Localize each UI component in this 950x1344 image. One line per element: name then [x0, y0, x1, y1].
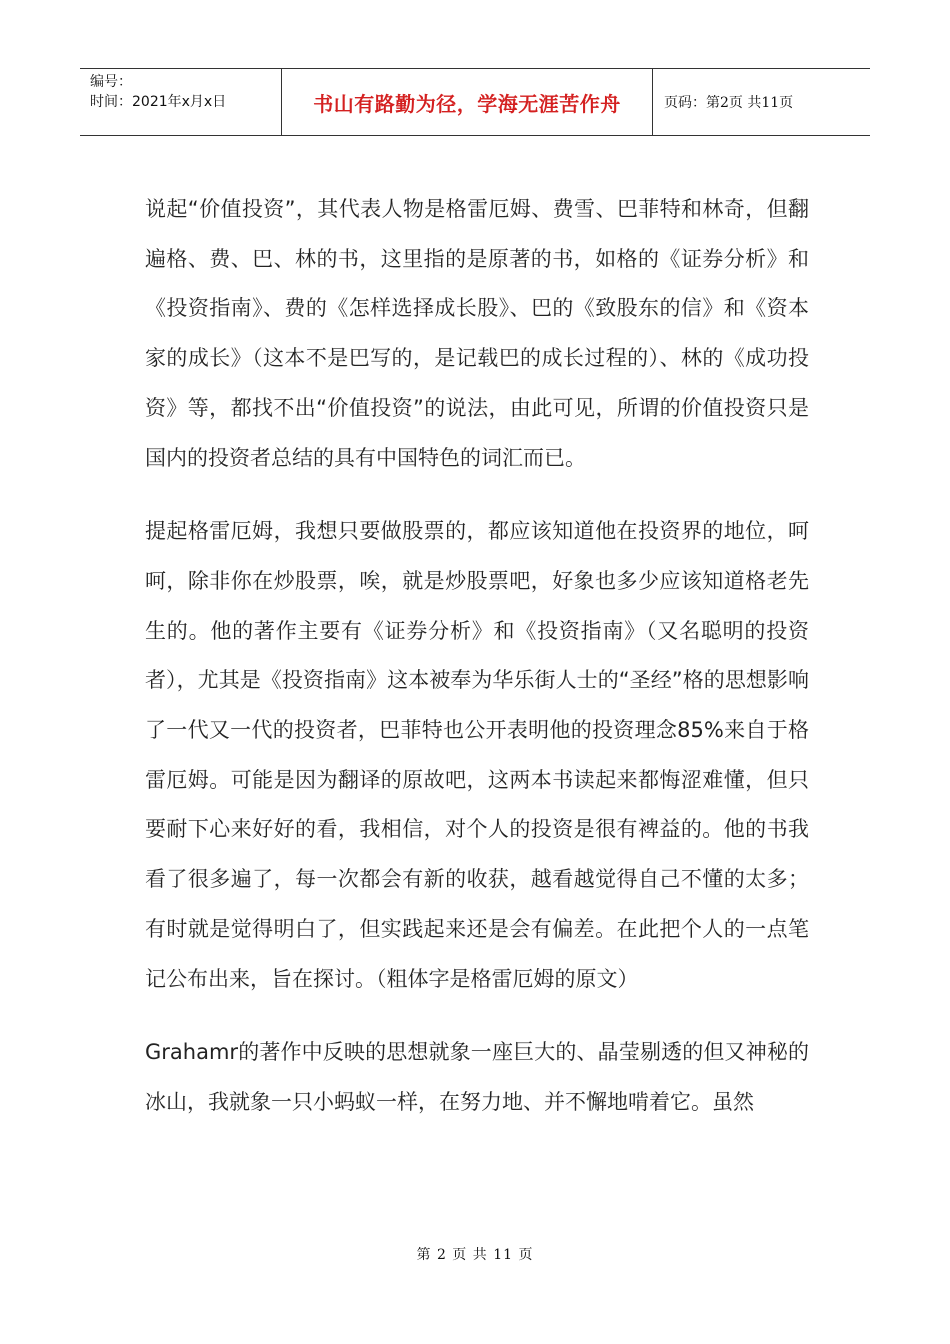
- time-label: 时间：2021年x月x日: [90, 94, 227, 110]
- page-header: [80, 68, 870, 136]
- header-meta: [80, 69, 281, 135]
- header-page-code: 页码：第2页 共11页: [664, 95, 794, 111]
- document-body: [145, 185, 809, 1128]
- page-footer: 第 2 页 共 11 页: [416, 1247, 534, 1263]
- paragraph-1: 说起“价值投资”，其代表人物是格雷厄姆、费雪、巴菲特和林奇，但翻遍格、费、巴、林的书，这里指的是原著的书，如格的《证券分析》和《投资指南》、费的《怎样选择成长股》、巴的《致股东的信》和《资本家的成长》（这本不是巴写的，是记载巴的成长过程的）、林的《成功投资》等，都找不出“价值投资”的说法，由此可见，所谓的价值投资只是国内的投资者总结的具有中国特色的词汇而已。: [145, 197, 809, 470]
- paragraph-2: 提起格雷厄姆，我想只要做股票的，都应该知道他在投资界的地位，呵呵，除非你在炒股票，唉，就是炒股票吧，好象也多少应该知道格老先生的。他的著作主要有《证券分析》和《投资指南》（又名聪明的投资者），尤其是《投资指南》这本被奉为华乐街人士的“圣经”格的思想影响了一代又一代的投资者，巴菲特也公开表明他的投资理念85%来自于格雷厄姆。可能是因为翻译的原故吧，这两本书读起来都悔涩难懂，但只要耐下心来好好的看，我相信，对个人的投资是很有裨益的。他的书我看了很多遍了，每一次都会有新的收获，越看越觉得自己不懂的太多；有时就是觉得明白了，但实践起来还是会有偏差。在此把个人的一点笔记公布出来，旨在探讨。（粗体字是格雷厄姆的原文）: [145, 519, 809, 991]
- number-label: 编号：: [90, 74, 132, 90]
- paragraph-3: Grahamr的著作中反映的思想就象一座巨大的、晶莹剔透的但又神秘的冰山，我就象一只小蚂蚁一样，在努力地、并不懈地啃着它。虽然: [145, 1040, 809, 1114]
- header-motto: 书山有路勤为径，学海无涯苦作舟: [281, 69, 653, 135]
